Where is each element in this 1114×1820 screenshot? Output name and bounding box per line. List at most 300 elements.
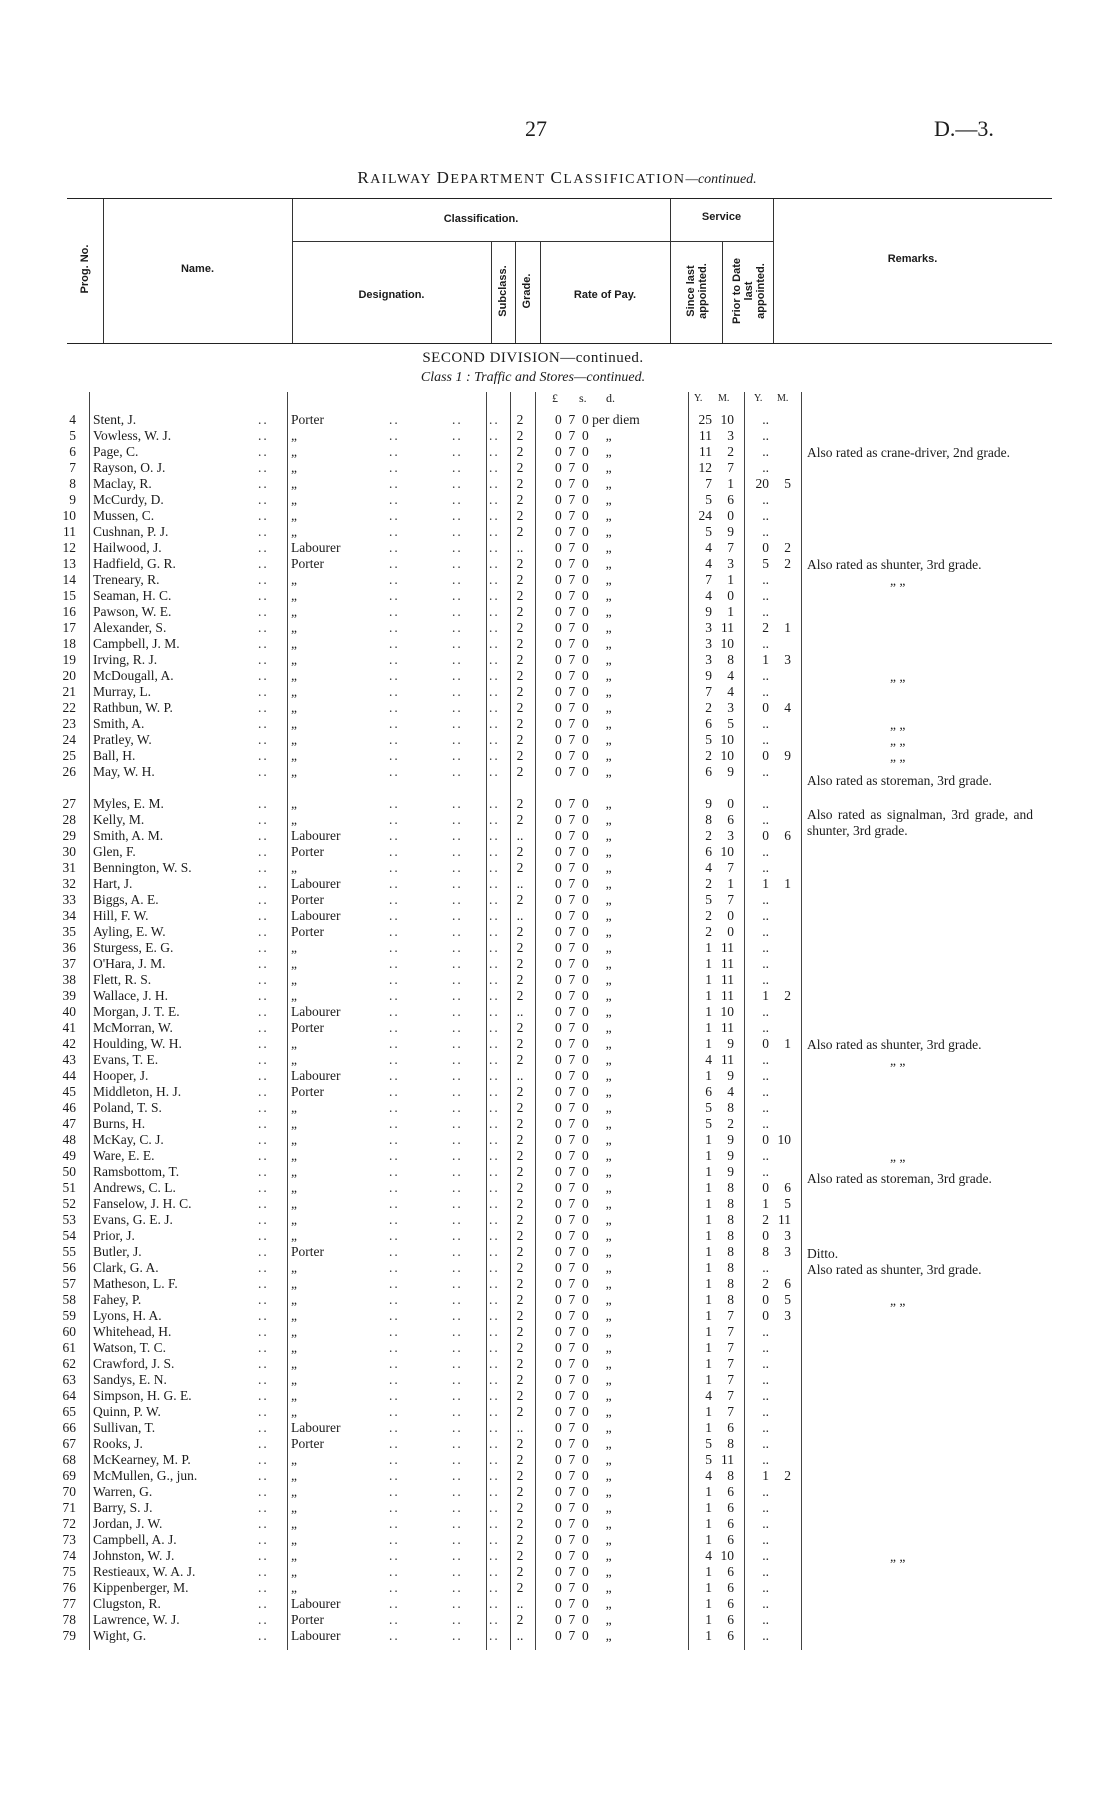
since-months: 3 — [727, 556, 734, 571]
leader-dots: .. — [258, 1324, 269, 1339]
leader-dots: .. — [258, 892, 269, 907]
rate-of-pay: 0 7 0 „ — [555, 1036, 612, 1051]
prior-years: 0 — [762, 1132, 769, 1147]
unit-shilling: s. — [579, 391, 587, 405]
grade: 2 — [516, 1132, 524, 1147]
prior-years: .. — [762, 812, 769, 827]
leader-dots: .. — [258, 1244, 269, 1259]
grade: 2 — [516, 1356, 524, 1371]
designation: „ — [291, 492, 297, 507]
since-years: 4 — [705, 540, 712, 555]
prog-no: 40 — [62, 1004, 76, 1019]
since-years: 1 — [705, 1500, 712, 1515]
prior-years: .. — [762, 1404, 769, 1419]
prior-months: 5 — [784, 1196, 791, 1211]
leader-dots: .. — [258, 1228, 269, 1243]
leader-dots: .. — [489, 892, 500, 907]
leader-dots: .. — [489, 1532, 500, 1547]
designation: „ — [291, 684, 297, 699]
prior-years: .. — [762, 572, 769, 587]
prog-no: 45 — [62, 1084, 76, 1099]
leader-dots: .. — [258, 476, 269, 491]
leader-dots: .. — [389, 1084, 400, 1099]
remark: „ „ — [890, 1549, 906, 1564]
prior-years: .. — [762, 1388, 769, 1403]
leader-dots: .. — [389, 796, 400, 811]
since-months: 6 — [727, 1500, 734, 1515]
prog-no: 32 — [62, 876, 76, 891]
leader-dots: .. — [489, 1084, 500, 1099]
table-row — [0, 1308, 1114, 1324]
table-row — [0, 428, 1114, 444]
leader-dots: .. — [258, 1452, 269, 1467]
rate-of-pay: 0 7 0 „ — [555, 796, 612, 811]
rate-of-pay: 0 7 0 „ — [555, 524, 612, 539]
leader-dots: .. — [389, 764, 400, 779]
leader-dots: .. — [389, 668, 400, 683]
leader-dots: .. — [452, 892, 463, 907]
rate-of-pay: 0 7 0 „ — [555, 1324, 612, 1339]
leader-dots: .. — [389, 1212, 400, 1227]
employee-name: Smith, A. — [93, 716, 145, 731]
table-row — [0, 1452, 1114, 1468]
employee-name: Campbell, J. M. — [93, 636, 180, 651]
leader-dots: .. — [489, 1196, 500, 1211]
leader-dots: .. — [452, 1532, 463, 1547]
leader-dots: .. — [452, 588, 463, 603]
rate-of-pay: 0 7 0 „ — [555, 1612, 612, 1627]
employee-name: Quinn, P. W. — [93, 1404, 161, 1419]
leader-dots: .. — [489, 1452, 500, 1467]
employee-name: Campbell, A. J. — [93, 1532, 177, 1547]
since-years: 1 — [705, 956, 712, 971]
designation: „ — [291, 1100, 297, 1115]
leader-dots: .. — [489, 1324, 500, 1339]
grade: .. — [516, 1596, 524, 1611]
table-row — [0, 1500, 1114, 1516]
since-years: 1 — [705, 1420, 712, 1435]
prior-years: .. — [762, 764, 769, 779]
leader-dots: .. — [452, 1436, 463, 1451]
table-row — [0, 1228, 1114, 1244]
since-years: 1 — [705, 1324, 712, 1339]
leader-dots: .. — [489, 620, 500, 635]
leader-dots: .. — [489, 508, 500, 523]
leader-dots: .. — [452, 652, 463, 667]
designation: „ — [291, 1340, 297, 1355]
leader-dots: .. — [258, 460, 269, 475]
rate-of-pay: 0 7 0 „ — [555, 1164, 612, 1179]
employee-name: Restieaux, W. A. J. — [93, 1564, 196, 1579]
prior-months: 3 — [784, 1228, 791, 1243]
rate-of-pay: 0 7 0 „ — [555, 1260, 612, 1275]
rate-of-pay: 0 7 0 „ — [555, 1516, 612, 1531]
prog-no: 73 — [62, 1532, 76, 1547]
table-row — [0, 588, 1114, 604]
rate-of-pay: 0 7 0 „ — [555, 716, 612, 731]
since-months: 6 — [727, 492, 734, 507]
since-months: 7 — [727, 1340, 734, 1355]
leader-dots: .. — [452, 1164, 463, 1179]
prog-no: 36 — [62, 940, 76, 955]
leader-dots: .. — [258, 652, 269, 667]
rate-of-pay: 0 7 0 „ — [555, 1004, 612, 1019]
designation: „ — [291, 652, 297, 667]
table-row — [0, 1484, 1114, 1500]
header-grade: Grade. — [521, 273, 533, 309]
grade: 2 — [516, 604, 524, 619]
employee-name: Sandys, E. N. — [93, 1372, 167, 1387]
prog-no: 14 — [62, 572, 76, 587]
leader-dots: .. — [489, 1596, 500, 1611]
leader-dots: .. — [452, 1068, 463, 1083]
prior-years: 1 — [762, 988, 769, 1003]
prior-years: .. — [762, 972, 769, 987]
since-years: 1 — [705, 1404, 712, 1419]
prior-years: 0 — [762, 1180, 769, 1195]
since-years: 1 — [705, 1148, 712, 1163]
leader-dots: .. — [452, 876, 463, 891]
leader-dots: .. — [489, 1260, 500, 1275]
leader-dots: .. — [452, 1452, 463, 1467]
since-months: 9 — [727, 1164, 734, 1179]
since-years: 1 — [705, 1340, 712, 1355]
prog-no: 54 — [62, 1228, 76, 1243]
leader-dots: .. — [452, 940, 463, 955]
employee-name: Morgan, J. T. E. — [93, 1004, 180, 1019]
grade: 2 — [516, 1564, 524, 1579]
prog-no: 35 — [62, 924, 76, 939]
header-name: Name. — [180, 263, 215, 275]
leader-dots: .. — [452, 1228, 463, 1243]
leader-dots: .. — [389, 508, 400, 523]
leader-dots: .. — [258, 828, 269, 843]
leader-dots: .. — [258, 492, 269, 507]
designation: „ — [291, 572, 297, 587]
since-years: 1 — [705, 1628, 712, 1643]
employee-name: Kelly, M. — [93, 812, 145, 827]
prog-no: 74 — [62, 1548, 76, 1563]
prior-months: 2 — [784, 556, 791, 571]
prior-years: .. — [762, 892, 769, 907]
grade: .. — [516, 540, 524, 555]
leader-dots: .. — [452, 684, 463, 699]
designation: „ — [291, 668, 297, 683]
prog-no: 58 — [62, 1292, 76, 1307]
since-years: 1 — [705, 1068, 712, 1083]
prog-no: 66 — [62, 1420, 76, 1435]
since-months: 8 — [727, 1276, 734, 1291]
since-months: 0 — [727, 796, 734, 811]
table-row — [0, 1420, 1114, 1436]
since-months: 11 — [721, 1452, 734, 1467]
since-years: 1 — [705, 1612, 712, 1627]
leader-dots: .. — [389, 1132, 400, 1147]
leader-dots: .. — [389, 860, 400, 875]
designation: Labourer — [291, 1420, 341, 1435]
leader-dots: .. — [489, 1148, 500, 1163]
leader-dots: .. — [452, 748, 463, 763]
header-rate-of-pay: Rate of Pay. — [573, 289, 637, 301]
designation: „ — [291, 956, 297, 971]
leader-dots: .. — [489, 444, 500, 459]
designation: „ — [291, 748, 297, 763]
since-months: 7 — [727, 860, 734, 875]
prog-no: 67 — [62, 1436, 76, 1451]
table-row — [0, 540, 1114, 556]
leader-dots: .. — [258, 1388, 269, 1403]
leader-dots: .. — [389, 556, 400, 571]
prog-no: 16 — [62, 604, 76, 619]
leader-dots: .. — [489, 748, 500, 763]
rate-of-pay: 0 7 0 „ — [555, 1020, 612, 1035]
prior-years: .. — [762, 1068, 769, 1083]
leader-dots: .. — [258, 1628, 269, 1643]
table-row — [0, 892, 1114, 908]
designation: „ — [291, 1404, 297, 1419]
since-months: 7 — [727, 1404, 734, 1419]
prior-years: .. — [762, 1100, 769, 1115]
leader-dots: .. — [452, 844, 463, 859]
leader-dots: .. — [389, 1196, 400, 1211]
leader-dots: .. — [258, 1020, 269, 1035]
leader-dots: .. — [489, 1404, 500, 1419]
leader-dots: .. — [258, 540, 269, 555]
since-years: 1 — [705, 1260, 712, 1275]
since-years: 2 — [705, 828, 712, 843]
employee-name: Page, C. — [93, 444, 139, 459]
prior-months: 5 — [784, 1292, 791, 1307]
leader-dots: .. — [489, 1036, 500, 1051]
leader-dots: .. — [389, 892, 400, 907]
rate-of-pay: 0 7 0 „ — [555, 1356, 612, 1371]
grade: 2 — [516, 892, 524, 907]
employee-name: Whitehead, H. — [93, 1324, 172, 1339]
leader-dots: .. — [489, 492, 500, 507]
leader-dots: .. — [489, 1164, 500, 1179]
prog-no: 64 — [62, 1388, 76, 1403]
remark: Also rated as signalman, 3rd grade, and shunter, 3rd grade. — [807, 807, 1033, 838]
table-row — [0, 492, 1114, 508]
leader-dots: .. — [489, 1340, 500, 1355]
leader-dots: .. — [489, 1116, 500, 1131]
leader-dots: .. — [389, 748, 400, 763]
leader-dots: .. — [258, 1356, 269, 1371]
table-row — [0, 460, 1114, 476]
prior-months: 1 — [784, 620, 791, 635]
header-subclass: Subclass. — [497, 265, 509, 317]
leader-dots: .. — [389, 1340, 400, 1355]
designation: „ — [291, 1532, 297, 1547]
grade: 2 — [516, 492, 524, 507]
rate-of-pay: 0 7 0 „ — [555, 844, 612, 859]
designation: Labourer — [291, 1004, 341, 1019]
leader-dots: .. — [258, 1292, 269, 1307]
leader-dots: .. — [489, 1020, 500, 1035]
since-months: 6 — [727, 1420, 734, 1435]
designation: „ — [291, 1468, 297, 1483]
leader-dots: .. — [452, 1580, 463, 1595]
leader-dots: .. — [489, 972, 500, 987]
leader-dots: .. — [389, 1516, 400, 1531]
leader-dots: .. — [489, 1500, 500, 1515]
rate-of-pay: 0 7 0 „ — [555, 940, 612, 955]
since-months: 8 — [727, 1212, 734, 1227]
prog-no: 19 — [62, 652, 76, 667]
since-months: 10 — [720, 1548, 734, 1563]
employee-name: Johnston, W. J. — [93, 1548, 175, 1563]
leader-dots: .. — [389, 1564, 400, 1579]
leader-dots: .. — [258, 1548, 269, 1563]
leader-dots: .. — [389, 524, 400, 539]
leader-dots: .. — [389, 924, 400, 939]
leader-dots: .. — [489, 1484, 500, 1499]
prog-no: 33 — [62, 892, 76, 907]
prog-no: 38 — [62, 972, 76, 987]
leader-dots: .. — [258, 844, 269, 859]
prog-no: 46 — [62, 1100, 76, 1115]
grade: 2 — [516, 972, 524, 987]
leader-dots: .. — [389, 1388, 400, 1403]
division-title: SECOND DIVISION—continued. — [422, 350, 644, 366]
grade: 2 — [516, 956, 524, 971]
since-years: 5 — [705, 732, 712, 747]
prog-no: 49 — [62, 1148, 76, 1163]
rate-of-pay: 0 7 0 „ — [555, 1532, 612, 1547]
employee-name: Matheson, L. F. — [93, 1276, 178, 1291]
rate-of-pay: 0 7 0 „ — [555, 860, 612, 875]
leader-dots: .. — [489, 588, 500, 603]
leader-dots: .. — [489, 1276, 500, 1291]
leader-dots: .. — [489, 1420, 500, 1435]
rate-of-pay: 0 7 0 „ — [555, 668, 612, 683]
prior-years: .. — [762, 1548, 769, 1563]
employee-name: Alexander, S. — [93, 620, 167, 635]
leader-dots: .. — [452, 1516, 463, 1531]
prior-months: 6 — [784, 1180, 791, 1195]
table-row — [0, 524, 1114, 540]
prog-no: 72 — [62, 1516, 76, 1531]
table-row — [0, 1580, 1114, 1596]
unit-pence: d. — [606, 391, 615, 405]
leader-dots: .. — [489, 1004, 500, 1019]
grade: 2 — [516, 1388, 524, 1403]
rate-of-pay: 0 7 0 „ — [555, 508, 612, 523]
rate-of-pay: 0 7 0 „ — [555, 1500, 612, 1515]
leader-dots: .. — [258, 924, 269, 939]
leader-dots: .. — [258, 876, 269, 891]
employee-name: Pawson, W. E. — [93, 604, 172, 619]
since-months: 6 — [727, 1596, 734, 1611]
table-row — [0, 1084, 1114, 1100]
rate-of-pay: 0 7 0 „ — [555, 684, 612, 699]
prog-no: 62 — [62, 1356, 76, 1371]
since-years: 6 — [705, 764, 712, 779]
leader-dots: .. — [489, 940, 500, 955]
employee-name: Jordan, J. W. — [93, 1516, 163, 1531]
leader-dots: .. — [489, 572, 500, 587]
rate-of-pay: 0 7 0 „ — [555, 1340, 612, 1355]
since-years: 1 — [705, 1292, 712, 1307]
rate-of-pay: 0 7 0 „ — [555, 572, 612, 587]
since-years: 11 — [699, 444, 712, 459]
leader-dots: .. — [389, 1452, 400, 1467]
rate-of-pay: 0 7 0 „ — [555, 924, 612, 939]
leader-dots: .. — [489, 1132, 500, 1147]
employee-name: Barry, S. J. — [93, 1500, 153, 1515]
leader-dots: .. — [489, 1308, 500, 1323]
since-months: 8 — [727, 1100, 734, 1115]
leader-dots: .. — [489, 812, 500, 827]
prog-no: 18 — [62, 636, 76, 651]
leader-dots: .. — [258, 1196, 269, 1211]
prior-years: .. — [762, 908, 769, 923]
leader-dots: .. — [258, 972, 269, 987]
table-row — [0, 1132, 1114, 1148]
employee-name: Biggs, A. E. — [93, 892, 159, 907]
since-months: 10 — [720, 1004, 734, 1019]
prior-years: 1 — [762, 652, 769, 667]
rate-of-pay: 0 7 0 „ — [555, 556, 612, 571]
since-years: 1 — [705, 940, 712, 955]
leader-dots: .. — [452, 732, 463, 747]
table-row — [0, 1532, 1114, 1548]
leader-dots: .. — [489, 428, 500, 443]
employee-name: Crawford, J. S. — [93, 1356, 175, 1371]
table-row — [0, 684, 1114, 700]
leader-dots: .. — [489, 732, 500, 747]
since-years: 2 — [705, 876, 712, 891]
since-years: 5 — [705, 1116, 712, 1131]
leader-dots: .. — [389, 620, 400, 635]
designation: Labourer — [291, 908, 341, 923]
leader-dots: .. — [389, 956, 400, 971]
leader-dots: .. — [452, 1612, 463, 1627]
leader-dots: .. — [258, 1404, 269, 1419]
prog-no: 71 — [62, 1500, 76, 1515]
designation: „ — [291, 588, 297, 603]
grade: .. — [516, 828, 524, 843]
designation: Labourer — [291, 1068, 341, 1083]
employee-name: May, W. H. — [93, 764, 155, 779]
grade: 2 — [516, 460, 524, 475]
leader-dots: .. — [452, 1052, 463, 1067]
designation: „ — [291, 1356, 297, 1371]
prog-no: 13 — [62, 556, 76, 571]
prior-years: .. — [762, 940, 769, 955]
prior-years: 8 — [762, 1244, 769, 1259]
grade: 2 — [516, 428, 524, 443]
grade: 2 — [516, 1612, 524, 1627]
designation: „ — [291, 1292, 297, 1307]
since-months: 8 — [727, 1436, 734, 1451]
since-months: 7 — [727, 460, 734, 475]
prog-no: 11 — [63, 524, 76, 539]
leader-dots: .. — [258, 1340, 269, 1355]
since-months: 11 — [721, 956, 734, 971]
employee-name: Evans, T. E. — [93, 1052, 159, 1067]
rate-of-pay: 0 7 0 „ — [555, 1308, 612, 1323]
leader-dots: .. — [452, 1484, 463, 1499]
leader-dots: .. — [452, 1100, 463, 1115]
designation: „ — [291, 1036, 297, 1051]
since-years: 9 — [705, 668, 712, 683]
since-years: 1 — [705, 1484, 712, 1499]
prog-no: 12 — [62, 540, 76, 555]
employee-name: Middleton, H. J. — [93, 1084, 182, 1099]
table-row — [0, 988, 1114, 1004]
table-row — [0, 1404, 1114, 1420]
